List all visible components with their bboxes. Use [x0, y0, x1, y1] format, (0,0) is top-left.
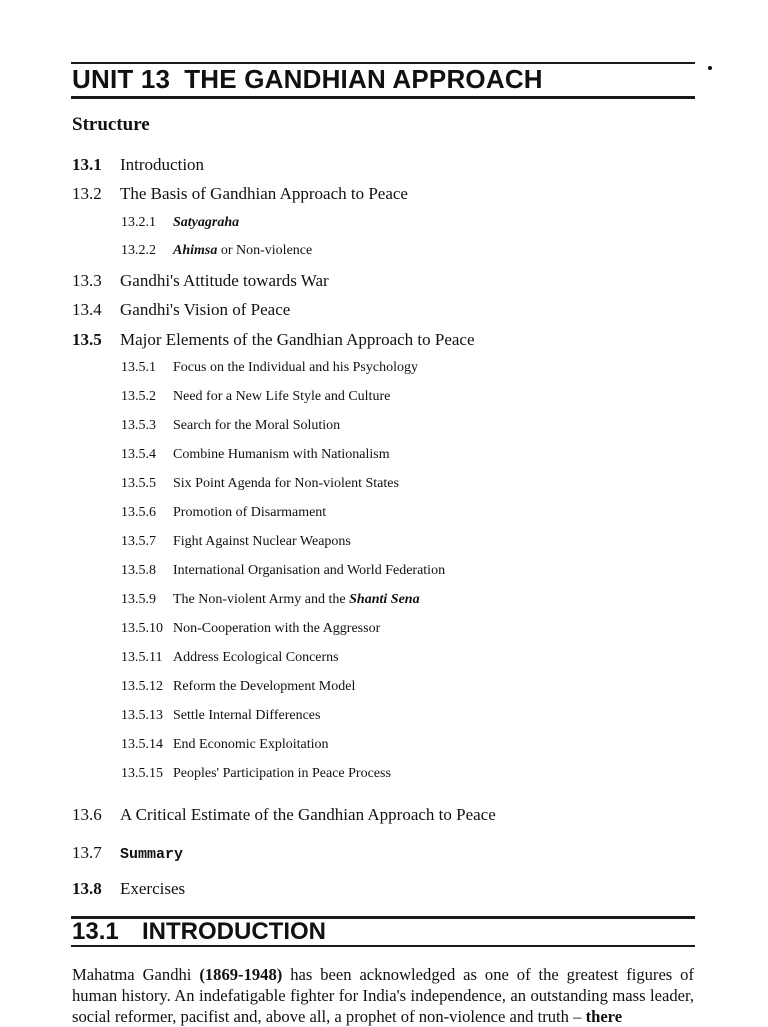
section-number: 13.1: [72, 918, 119, 945]
section-title: INTRODUCTION: [142, 918, 326, 945]
toc-entry: [121, 447, 390, 463]
unit-title: [72, 64, 543, 95]
toc-title: Focus on the Individual and his Psychology: [173, 360, 418, 375]
unit-label: UNIT 13: [72, 64, 171, 94]
toc-title: Need for a New Life Style and Culture: [173, 389, 391, 404]
toc-title: Settle Internal Differences: [173, 708, 321, 723]
toc-title: Search for the Moral Solution: [173, 418, 341, 433]
toc-title: Fight Against Nuclear Weapons: [173, 534, 351, 549]
toc-title: Major Elements of the Gandhian Approach to Peace: [120, 330, 475, 349]
toc-entry: [72, 300, 290, 320]
toc-number: 13.5.5: [121, 476, 156, 491]
toc-entry: [72, 271, 329, 291]
toc-entry: [72, 879, 185, 899]
toc-emphasis: Ahimsa: [173, 243, 218, 258]
toc-number: 13.2.2: [121, 243, 156, 258]
toc-number: 13.5.6: [121, 505, 156, 520]
toc-number: 13.5.9: [121, 592, 156, 607]
toc-entry: [121, 679, 355, 695]
toc-entry: [121, 650, 339, 666]
toc-entry: [121, 534, 351, 550]
toc-title: Gandhi's Attitude towards War: [120, 271, 329, 290]
toc-entry: [121, 476, 399, 492]
toc-entry: [121, 592, 420, 608]
structure-heading: Structure: [72, 114, 150, 135]
unit-title-text: THE GANDHIAN APPROACH: [184, 64, 543, 94]
toc-entry: [72, 805, 496, 825]
intro-paragraph: [72, 964, 694, 1027]
toc-title: The Non-violent Army and the: [173, 592, 350, 607]
toc-emphasis: Shanti Sena: [349, 592, 420, 607]
toc-entry: [121, 766, 391, 782]
toc-entry: [72, 330, 475, 350]
toc-entry: [72, 155, 204, 175]
toc-number: 13.7: [72, 843, 102, 862]
toc-number: 13.5.1: [121, 360, 156, 375]
toc-number: 13.5.3: [121, 418, 156, 433]
toc-title: Reform the Development Model: [173, 679, 356, 694]
toc-entry: [121, 708, 320, 724]
toc-title: Gandhi's Vision of Peace: [120, 300, 291, 319]
toc-title: End Economic Exploitation: [173, 737, 329, 752]
toc-number: 13.5.14: [121, 737, 163, 752]
toc-entry: [121, 737, 329, 753]
toc-emphasis: Satyagraha: [173, 215, 240, 230]
toc-number: 13.5.13: [121, 708, 163, 723]
intro-text-a: Mahatma Gandhi: [72, 965, 200, 984]
section-heading: [72, 918, 326, 946]
toc-number: 13.5.7: [121, 534, 156, 549]
toc-entry: [121, 389, 390, 405]
toc-entry: [72, 843, 183, 863]
toc-entry: [121, 360, 418, 376]
toc-entry: [72, 184, 408, 204]
toc-title: A Critical Estimate of the Gandhian Approach to Peace: [120, 805, 496, 824]
toc-title: Summary: [120, 846, 184, 863]
toc-number: 13.1: [72, 155, 102, 174]
toc-number: 13.5.4: [121, 447, 156, 462]
intro-years: (1869-1948): [199, 965, 283, 984]
toc-title: or Non-violence: [217, 243, 313, 258]
toc-title: Address Ecological Concerns: [173, 650, 339, 665]
toc-title: Introduction: [120, 155, 205, 174]
toc-entry: [121, 621, 380, 637]
toc-entry: [121, 505, 326, 521]
toc-title: Exercises: [120, 879, 186, 898]
toc-title: Promotion of Disarmament: [173, 505, 327, 520]
toc-number: 13.5: [72, 330, 102, 349]
toc-entry: [121, 215, 239, 231]
toc-number: 13.5.2: [121, 389, 156, 404]
toc-title: Six Point Agenda for Non-violent States: [173, 476, 399, 491]
toc-number: 13.3: [72, 271, 102, 290]
toc-number: 13.6: [72, 805, 102, 824]
toc-number: 13.5.10: [121, 621, 163, 636]
toc-number: 13.5.8: [121, 563, 156, 578]
toc-title: Non-Cooperation with the Aggressor: [173, 621, 381, 636]
toc-title: Peoples' Participation in Peace Process: [173, 766, 391, 781]
toc-number: 13.2: [72, 184, 102, 203]
toc-number: 13.5.11: [121, 650, 163, 665]
toc-entry: [121, 418, 340, 434]
toc-entry: [121, 243, 312, 259]
toc-title: The Basis of Gandhian Approach to Peace: [120, 184, 408, 203]
toc-title: International Organisation and World Federation: [173, 563, 446, 578]
intro-text-b: has been acknowledged as one of the greatest figures of human history. An indefatigable fighter for India's independence, an outstanding mass leader, social reformer, pacifist and, above all, a prophet of non-violence and truth –: [72, 965, 694, 1026]
toc-number: 13.4: [72, 300, 102, 319]
margin-dot: [708, 66, 712, 70]
toc-number: 13.8: [72, 879, 102, 898]
intro-text-c: there: [585, 1007, 623, 1026]
section-rule-bottom: [71, 945, 695, 947]
toc-number: 13.5.12: [121, 679, 163, 694]
toc-number: 13.5.15: [121, 766, 163, 781]
title-underline: [71, 96, 695, 99]
toc-entry: [121, 563, 445, 579]
toc-title: Combine Humanism with Nationalism: [173, 447, 390, 462]
toc-number: 13.2.1: [121, 215, 156, 230]
